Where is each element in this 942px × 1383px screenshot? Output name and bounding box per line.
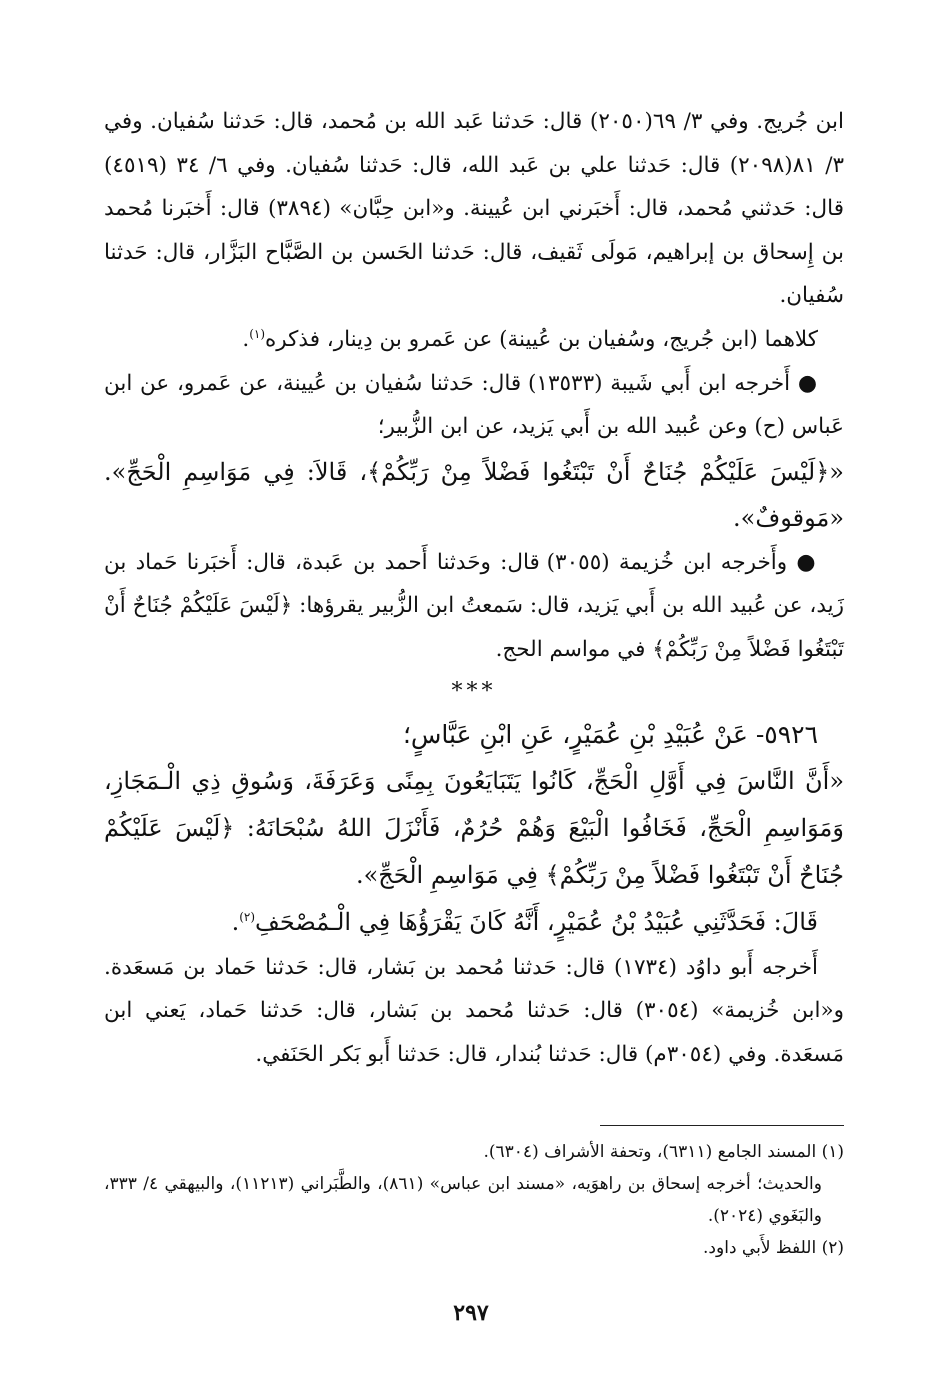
- footnote-2: (٢) اللفظ لأَبي داود.: [703, 1238, 844, 1258]
- hadith-text: [104, 758, 844, 899]
- paragraph-text: «﴿لَيْسَ عَلَيْكُمْ جُنَاحٌ أَنْ تَبْتَغُوا فَضْلاً مِنْ رَبِّكُمْ﴾، قَالاَ: فِي مَوَاسِمِ الْحَجِّ». «مَوقوفٌ».: [104, 457, 844, 532]
- paragraph-text: ابن جُريج. وفي ٣/ ٦٩(٢٠٥٠) قال: حَدثنا عَبد الله بن مُحمد، قال: حَدثنا سُفيان. وفي ٣/ ٨١(٢٠٩٨) قال: حَدثنا علي بن عَبد الله، قال: حَدثنا سُفيان. وفي ٦/ ٣٤ (٤٥١٩) قال: حَدثني مُحمد، قال: أَخبَرني ابن عُيينة. و«ابن حِبَّان» (٣٨٩٤) قال: أَخبَرنا مُحمد بن إِسحاق بن إبراهيم، مَولَى ثَقيف، قال: حَدثنا الحَسن بن الصَّبَّاح البَزَّار، قال: حَدثنا سُفيان.: [104, 109, 845, 309]
- bullet-icon: ●: [797, 370, 819, 396]
- page-number: ٢٩٧: [453, 1300, 489, 1326]
- quoted-text: [104, 449, 844, 541]
- hadith-isnad: ٥٩٢٦- عَنْ عُبَيْدِ بْنِ عُمَيْرٍ، عَنِ ابْنِ عَبَّاسٍ؛: [402, 719, 818, 749]
- footnote-1-continuation: والحديث؛ أخرجه إسحاق بن راهوَيه، «مسند ابن عباس» (٨٦١)، والطَّبَراني (١١٢١٣)، والبيهقي ٤/ ٣٣٣، والبَغَوي (٢٠٢٤).: [104, 1174, 822, 1226]
- sentence-end: .: [242, 326, 250, 352]
- hadith-addendum: [104, 899, 844, 946]
- footnote-ref-2[interactable]: (٢): [239, 909, 256, 924]
- paragraph-text: قَالَ: فَحَدَّثَنِي عُبَيْدُ بْنُ عُمَيْرٍ، أَنَّهُ كَانَ يَقْرَؤُهَا فِي الْـمُصْحَفِ: [255, 907, 818, 936]
- source-paragraph: [104, 100, 844, 318]
- hadith-matn: «أَنَّ النَّاسَ فِي أَوَّلِ الْحَجِّ، كَانُوا يَتَبَايَعُونَ بِمِنًى وَعَرَفَةَ، وَسُوقِ ذِي الْـمَجَازِ، وَمَوَاسِمِ الْحَجِّ، فَخَافُوا الْبَيْعَ وَهُمْ حُرُمٌ، فَأَنْزَلَ اللهُ سُبْحَانَهُ: ﴿لَيْسَ عَلَيْكُمْ جُنَاحٌ أَنْ تَبْتَغُوا فَضْلاً مِنْ رَبِّكُمْ﴾ فِي مَوَاسِمِ الْحَجِّ».: [104, 766, 844, 889]
- footnote-ref-1[interactable]: (١): [249, 326, 266, 341]
- footnote-divider: [600, 1125, 844, 1126]
- takhrij-paragraph-2: [104, 541, 844, 672]
- footnotes: [104, 1136, 844, 1264]
- main-text: [104, 100, 844, 1076]
- paragraph-text: كلاهما (ابن جُريج، وسُفيان بن عُيينة) عن عَمرو بن دِينار، فذكره: [265, 326, 818, 352]
- paragraph-text: أَخرجه أَبو داوُد (١٧٣٤) قال: حَدثنا مُحمد بن بَشار، قال: حَدثنا حَماد بن مَسعَدة. و«ابن خُزيمة» (٣٠٥٤) قال: حَدثنا مُحمد بن بَشار، قال: حَدثنا حَماد، يَعني ابن مَسعَدة. وفي (٣٠٥٤م) قال: حَدثنا بُندار، قال: حَدثنا أَبو بَكر الحَنَفي.: [104, 954, 844, 1067]
- bullet-icon: ●: [796, 549, 818, 575]
- paragraph-text: وأَخرجه ابن خُزيمة (٣٠٥٥) قال: وحَدثنا أَحمد بن عَبدة، قال: أَخبَرنا حَماد بن زَيد، عن عُبيد الله بن أَبي يَزيد، قال: سَمعتُ ابن الزُّبير يقرؤها: ﴿لَيْسَ عَلَيْكُمْ جُنَاحٌ أَنْ تَبْتَغُوا فَضْلاً مِنْ رَبِّكُمْ﴾ في مواسم الحج.: [104, 549, 844, 662]
- takhrij-paragraph-1: [104, 362, 844, 449]
- summary-paragraph: [104, 318, 844, 362]
- hadith-heading: [104, 712, 844, 758]
- takhrij-paragraph-3: [104, 946, 844, 1077]
- section-separator: ***: [451, 678, 497, 704]
- paragraph-text: أَخرجه ابن أَبي شَيبة (١٣٥٣٣) قال: حَدثنا سُفيان بن عُيينة، عن عَمرو، عن ابن عَباس (ح) وعن عُبيد الله بن أَبي يَزيد، عن ابن الزُّبير؛: [104, 370, 844, 440]
- footnote-1: (١) المسند الجامع (٦٣١١)، وتحفة الأشراف (٦٣٠٤).: [483, 1142, 844, 1162]
- sentence-end: .: [231, 907, 240, 936]
